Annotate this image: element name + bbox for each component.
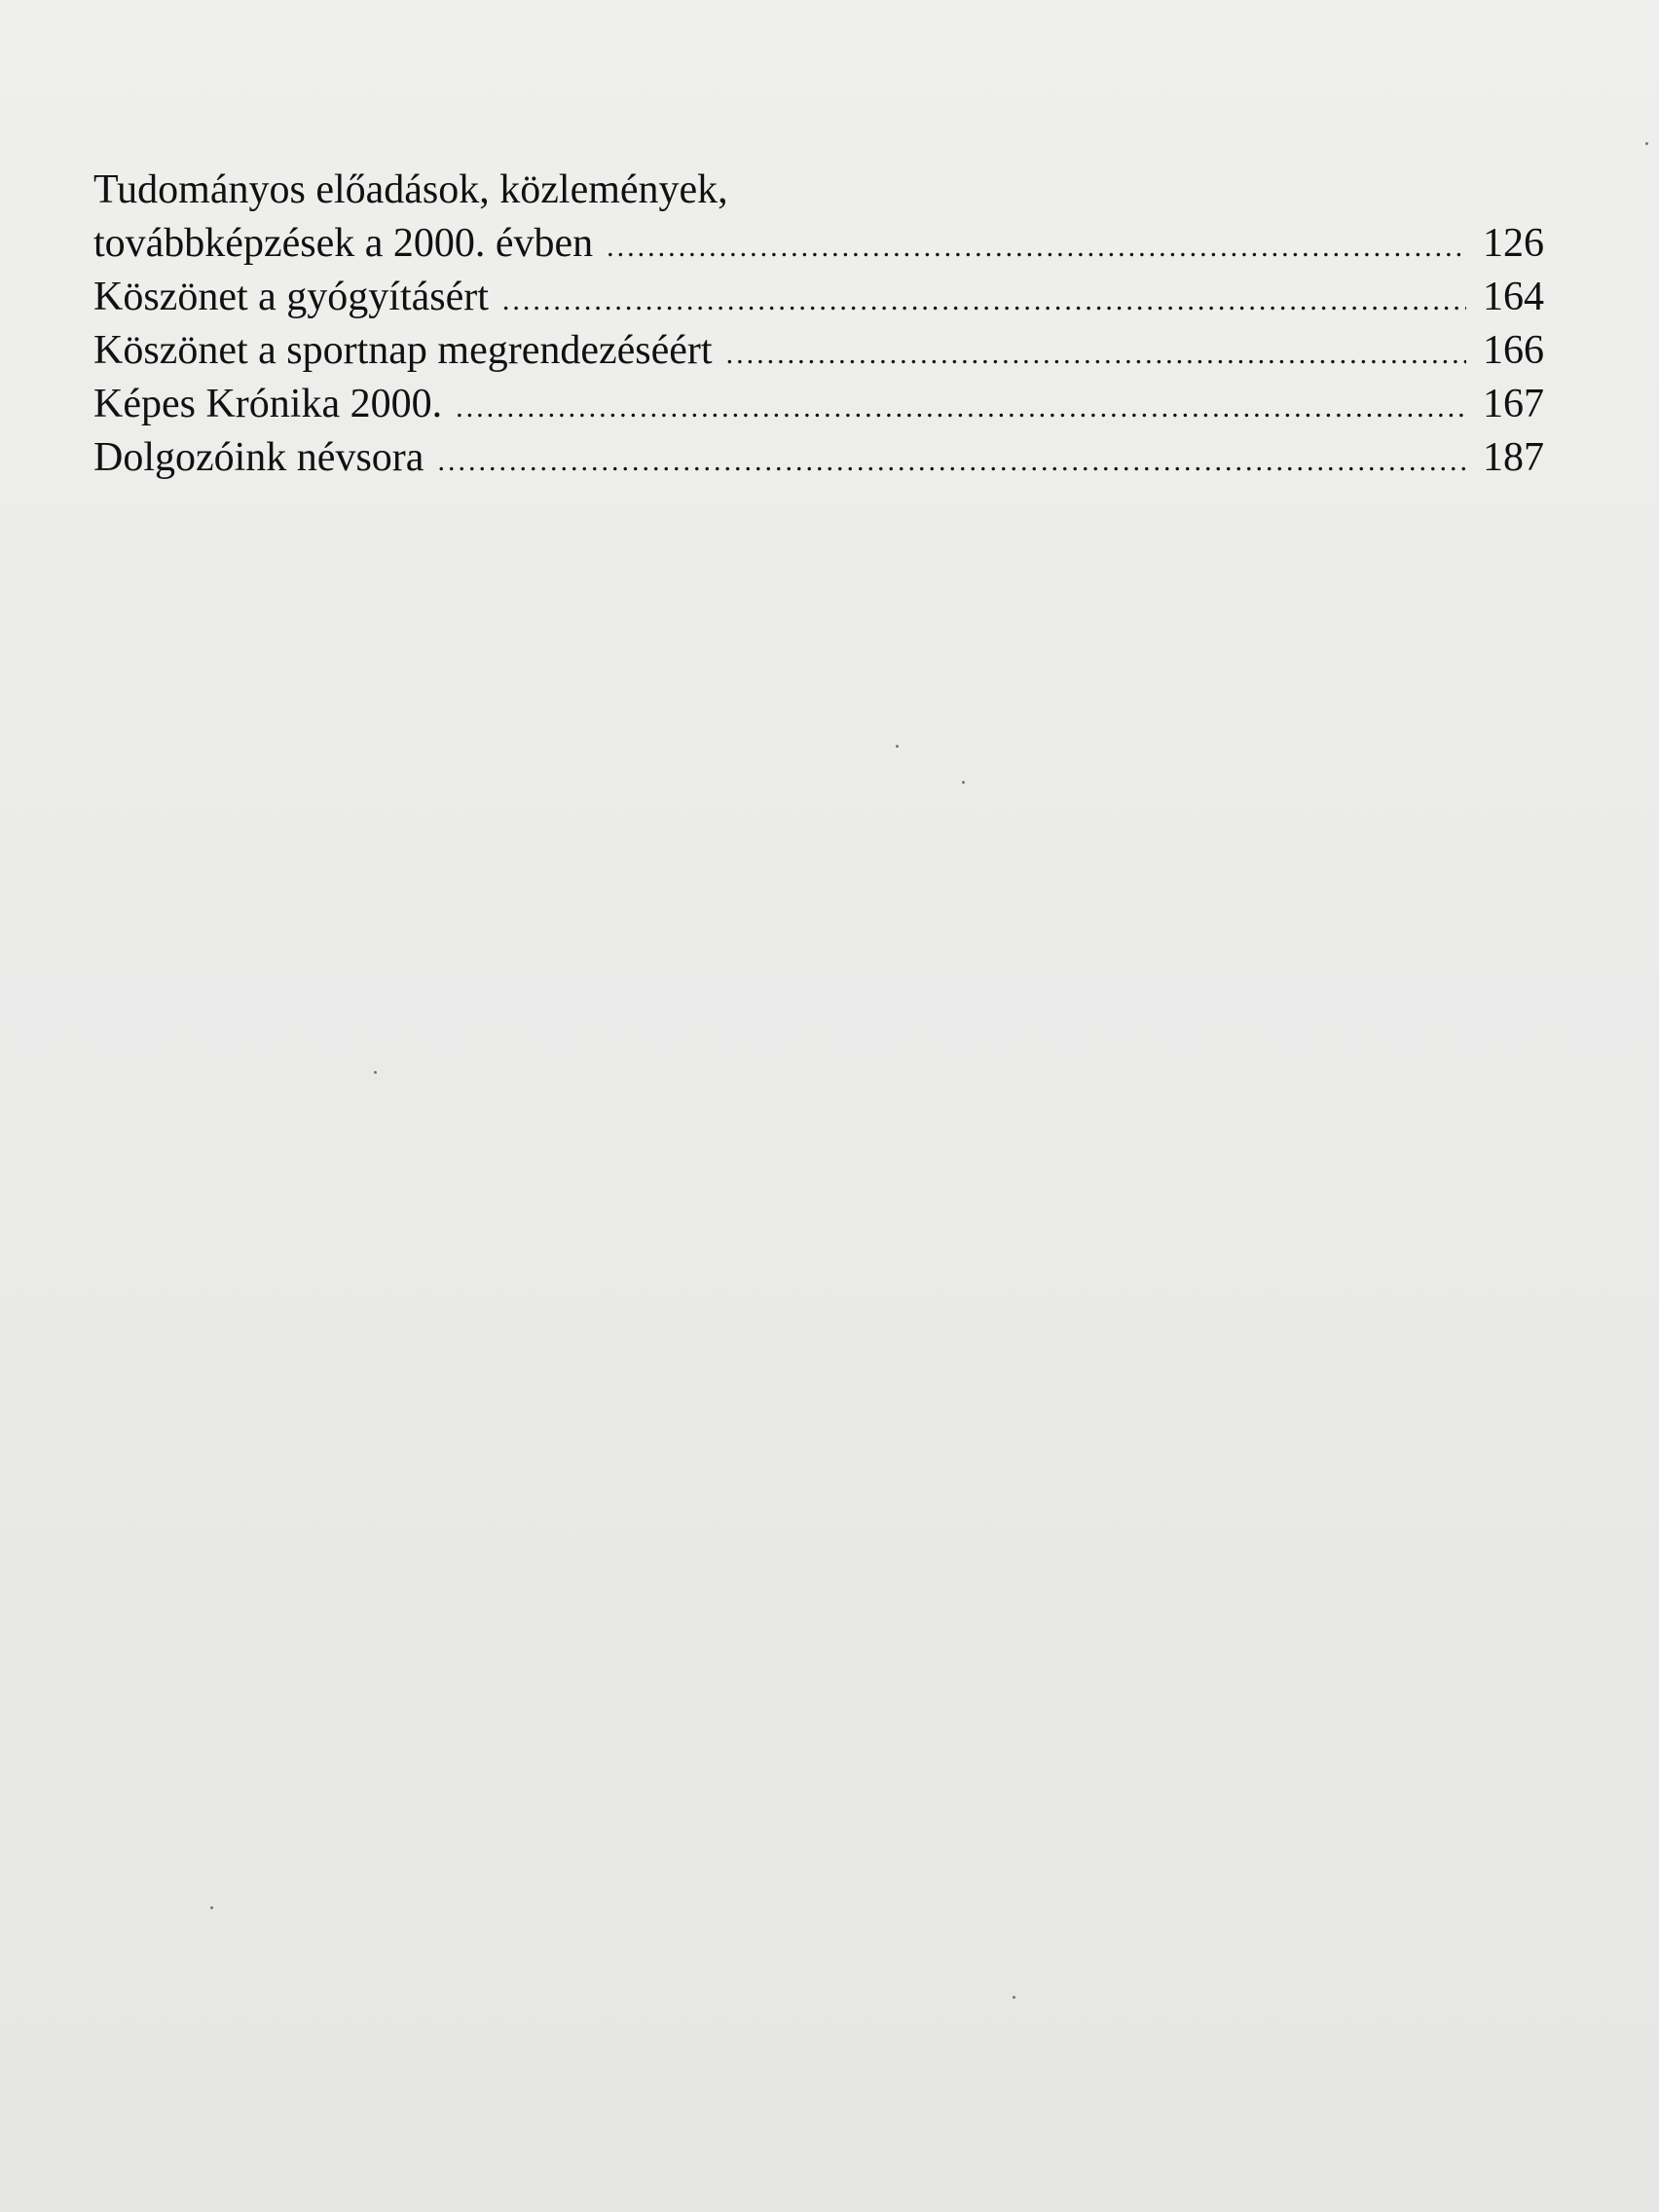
toc-entry-title: Köszönet a sportnap megrendezéséért [93, 328, 713, 373]
toc-entry-page: 166 [1483, 328, 1544, 373]
toc-entry [93, 378, 1544, 431]
paper-speck [896, 745, 899, 748]
toc-entry-page: 187 [1483, 435, 1544, 480]
toc-entry-title-line1: Tudományos előadások, közlemények, [93, 167, 728, 212]
toc-entry [93, 271, 1544, 324]
paper-speck [1645, 142, 1648, 145]
toc-entry-title: Képes Krónika 2000. [93, 382, 443, 426]
paper-speck [962, 781, 965, 784]
dot-leader [502, 274, 1466, 327]
toc-entry [93, 217, 1544, 271]
table-of-contents [93, 164, 1544, 485]
paper-speck [1013, 1996, 1015, 1999]
toc-entry-title: továbbképzések a 2000. évben [93, 221, 594, 266]
toc-entry-title: Köszönet a gyógyításért [93, 275, 489, 319]
toc-entry [93, 431, 1544, 485]
toc-entry-page: 164 [1483, 275, 1544, 319]
dot-leader [437, 434, 1466, 488]
dot-leader [607, 220, 1466, 274]
paper-speck [210, 1906, 213, 1909]
dot-leader [726, 327, 1466, 381]
dot-leader [456, 381, 1466, 434]
paper-speck [374, 1071, 377, 1074]
toc-entry-title: Dolgozóink névsora [93, 435, 424, 480]
toc-entry-page: 167 [1483, 382, 1544, 426]
toc-entry-page: 126 [1483, 221, 1544, 266]
toc-entry [93, 324, 1544, 378]
